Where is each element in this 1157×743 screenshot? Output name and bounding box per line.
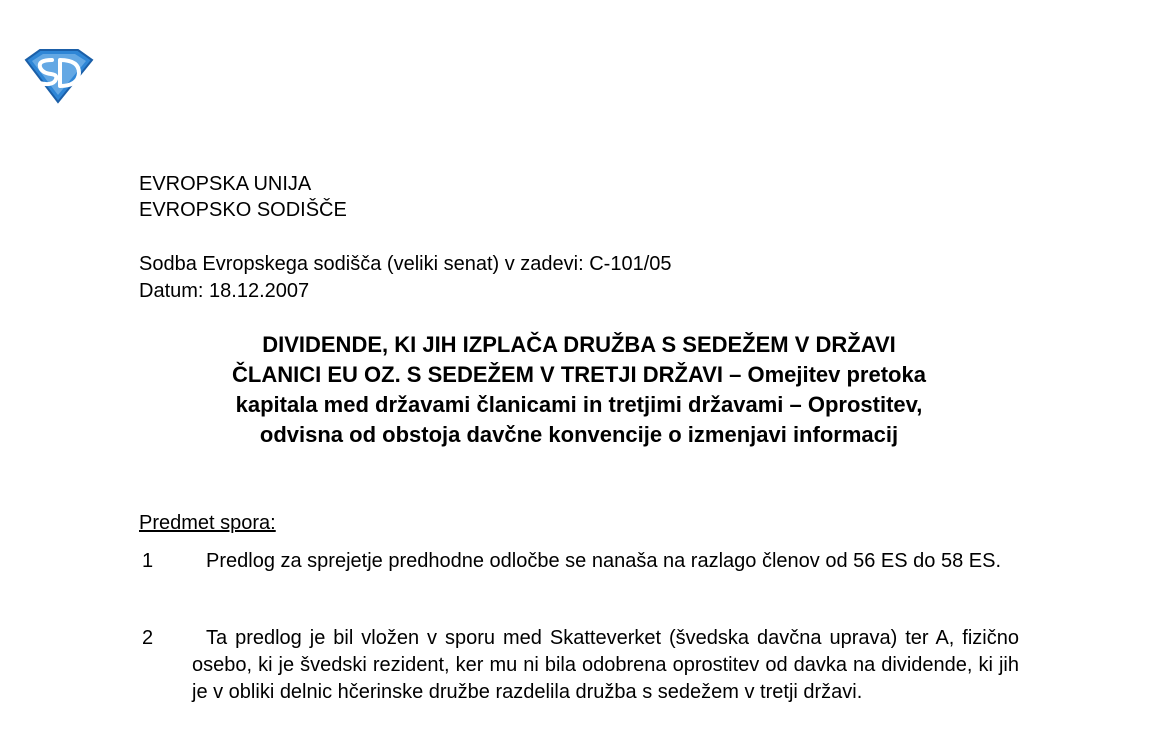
union-name: EVROPSKA UNIJA [139,173,312,195]
paragraph-text: Predlog za sprejetje predhodne odločbe se nanaša na razlago členov od 56 ES do 58 ES. [206,550,1001,572]
paragraph [139,548,1019,575]
case-info [139,251,672,305]
title-line-1: DIVIDENDE, KI JIH IZPLAČA DRUŽBA S SEDEŽEM V DRŽAVI [262,332,896,357]
paragraph-number: 2 [142,627,154,649]
title-line-4: odvisna od obstoja davčne konvencije o izmenjavi informacij [259,422,899,447]
judgment-date: Datum: 18.12.2007 [139,280,310,302]
section-heading: Predmet spora: [139,512,276,534]
document-title [139,330,1019,450]
sd-logo-icon [22,46,96,106]
paragraph [139,625,1019,706]
court-name: EVROPSKO SODIŠČE [139,199,347,221]
paragraph-text: Ta predlog je bil vložen v sporu med Skatteverket (švedska davčna uprava) ter A, fizično osebo, ki je švedski rezident, ker mu ni bila odobrena oprostitev od davka na dividende, ki jih je v obliki delnic hčerinske družbe razdelila družba s sedežem v tretji državi. [192,627,1019,703]
title-line-3: kapitala med državami članicami in tretjimi državami – Oprostitev, [235,392,923,417]
title-line-2: ČLANICI EU OZ. S SEDEŽEM V TRETJI DRŽAVI – Omejitev pretoka [232,362,926,387]
judgment-reference: Sodba Evropskega sodišča (veliki senat) v zadevi: C-101/05 [139,253,672,275]
court-header [139,171,347,223]
paragraph-number: 1 [142,550,154,572]
